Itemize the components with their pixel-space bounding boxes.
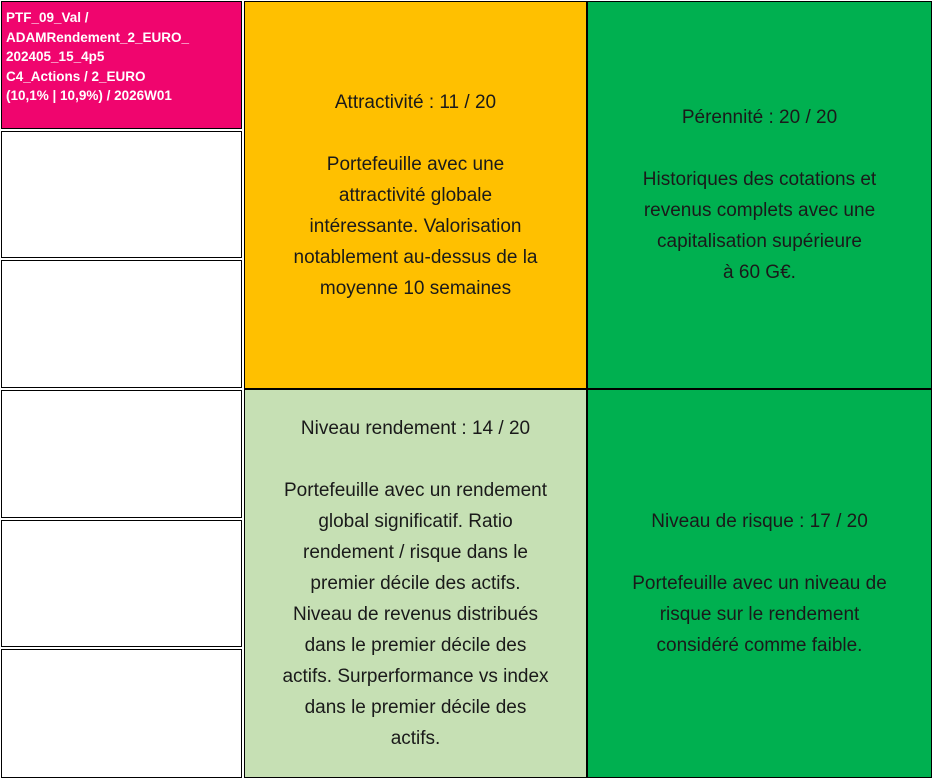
- attractivite-description: Portefeuille avec une attractivité globale intéressante. Valorisation notablement au-dessus de la moyenne 10 semaines: [293, 153, 538, 299]
- empty-cell: [1, 649, 242, 778]
- portfolio-title-line: C4_Actions / 2_EURO: [6, 68, 146, 84]
- perennite-description: Historiques des cotations et revenus complets avec une capitalisation supérieure à 60 G€.: [642, 169, 877, 283]
- perennite-card: [587, 1, 932, 389]
- empty-cell: [1, 260, 242, 388]
- empty-cell: [1, 520, 242, 647]
- perennite-score: Pérennité : 20 / 20: [681, 107, 838, 128]
- portfolio-title-cell: [1, 1, 242, 129]
- risque-score: Niveau de risque : 17 / 20: [651, 511, 868, 532]
- attractivite-score: Attractivité : 11 / 20: [334, 91, 497, 113]
- rendement-card: [244, 389, 587, 778]
- rendement-score: Niveau rendement : 14 / 20: [300, 418, 531, 439]
- rendement-description: Portefeuille avec un rendement global significatif. Ratio rendement / risque dans le premier décile des actifs. Niveau de revenus distribués dans le premier décile des actifs. Surperformance vs index dans le premier décile des actifs.: [282, 480, 549, 749]
- portfolio-title-line: PTF_09_Val /: [6, 10, 89, 25]
- empty-cell: [1, 131, 242, 258]
- portfolio-title-line: (10,1% | 10,9%) / 2026W01: [6, 88, 172, 103]
- attractivite-card: [244, 1, 587, 389]
- portfolio-title-line: ADAMRendement_2_EURO_: [6, 29, 190, 45]
- portfolio-title-line: 202405_15_4p5: [6, 49, 105, 64]
- empty-cell: [1, 390, 242, 518]
- risque-description: Portefeuille avec un niveau de risque sur le rendement considéré comme faible.: [632, 573, 887, 656]
- risque-card: [587, 389, 932, 778]
